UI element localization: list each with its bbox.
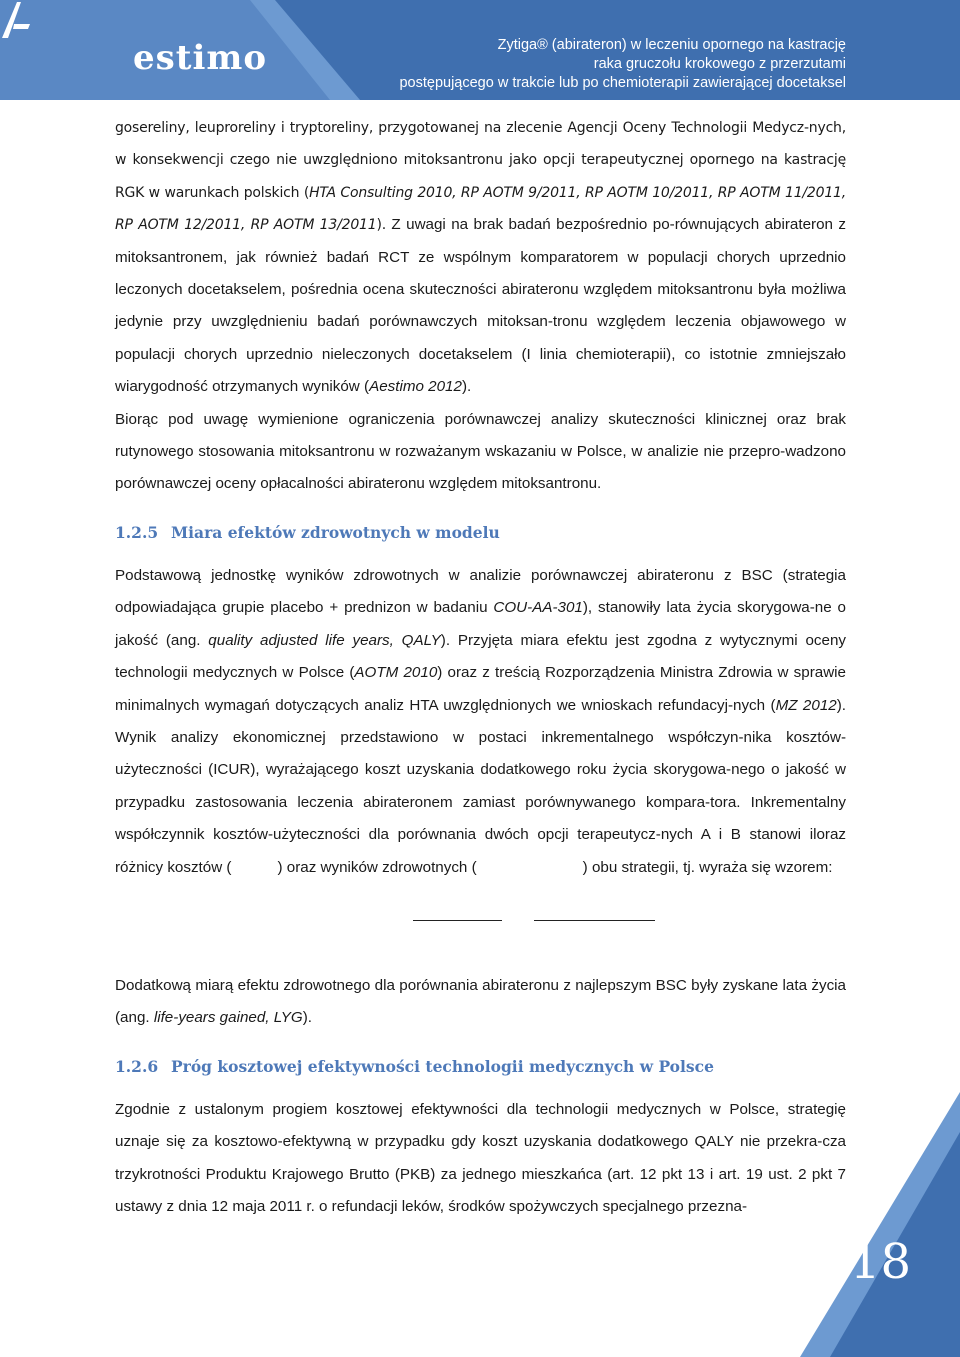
header-line-1: Zytiga® (abirateron) w leczeniu opornego na kastrację: [497, 37, 846, 53]
text-span: ) oraz z treścią Rozporządzenia Ministra Zdrowia w sprawie minimalnych wymagań dotyczących analiz HTA uwzględnionych we wnioskach refundacyj-nych (: [115, 664, 846, 714]
text-span: Dodatkową miarą efektu zdrowotnego dla porównania abirateronu z najlepszym BSC były zyskane lata życia (ang.: [115, 976, 846, 1027]
page-corner-decoration: [800, 1092, 960, 1357]
page-header: [0, 0, 960, 100]
paragraph-1: [115, 112, 846, 404]
section-title: Próg kosztowej efektywności technologii medycznych w Polsce: [171, 1056, 714, 1076]
citation: Aestimo 2012: [369, 378, 462, 396]
citation: life-years gained, LYG: [153, 1009, 303, 1027]
text-span: ). Przyjęta miara efektu jest zgodna z wytycznymi oceny technologii medycznych w Polsce (: [115, 631, 846, 682]
text-span: ) oraz wyników zdrowotnych (: [277, 858, 477, 876]
paragraph-5: Zgodnie z ustalonym progiem kosztowej efektywności dla technologii medycznych w Polsce, strategię uznaje się za kosztowo-efektywną w przypadku gdy koszt uzyskania dodatkowego QALY nie przekra-cza trzykrotności Produktu Krajowego Brutto (PKB) za jednego mieszkańca (art. 12 pkt 13 i art. 19 ust. 2 pkt 7 ustawy z dnia 12 maja 2011 r. o refundacji leków, środków spożywczych specjalnego przezna-: [115, 1100, 846, 1215]
header-line-3: postępującego w trakcie lub po chemioterapii zawierającej docetaksel: [399, 75, 846, 91]
citation: AOTM 2010: [354, 664, 438, 682]
page-number: 18: [850, 1234, 912, 1290]
section-title: Miara efektów zdrowotnych w modelu: [171, 522, 500, 542]
document-body: [115, 112, 846, 1223]
fraction-line: [413, 920, 502, 921]
logo-text: estimo: [133, 38, 268, 78]
text-span: gosereliny, leuproreliny i tryptoreliny, przygotowanej na zlecenie Agencji Oceny Technologii Medycz-nych, w konsekwencji czego nie uwzględniono mitoksantronu jako opcji terapeutycznej opornego na kastrację RGK w warunkach polskich (: [115, 120, 846, 201]
fraction-line: [534, 920, 655, 921]
paragraph-2: Biorąc pod uwagę wymienione ograniczenia porównawczej analizy skuteczności klinicznej oraz brak rutynowego stosowania mitoksantronu w rozważanym wskazaniu w Polsce, w analizie nie przepro-wadzono porównawczej oceny opłacalności abirateronu względem mitoksantronu.: [115, 410, 846, 493]
section-number: 1.2.6: [115, 1056, 159, 1076]
citation: quality adjusted life years, QALY: [208, 631, 441, 649]
text-span: Podstawową jednostkę wyników zdrowotnych w analizie porównawczej abirateronu z BSC (strategia odpowiadająca grupie placebo + prednizon w badaniu: [115, 566, 846, 617]
citation: COU-AA-301: [493, 599, 583, 617]
paragraph-3: [115, 560, 846, 884]
aestimo-logo-icon: [0, 0, 34, 40]
text-span: ) obu strategii, tj. wyraża się wzorem:: [582, 858, 833, 876]
text-span: ).: [302, 1009, 312, 1027]
paragraph-4: [115, 970, 846, 1035]
section-heading-1-2-6: [115, 1057, 846, 1076]
citation: MZ 2012: [775, 696, 837, 714]
text-span: ), stanowiły lata życia skorygowa-ne o jakość (ang.: [115, 599, 846, 649]
text-span: Z uwagi na brak badań bezpośrednio po-równujących abirateron z mitoksantronem, jak również badań RCT ze wspólnym komparatorem w populacji chorych uprzednio leczonych docetakselem, pośrednia ocena skuteczności abirateronu względem mitoksantronu była możliwa jedynie przy uwzględnieniu badań porównawczych mitoksan-tronu względem leczenia objawowego w populacji chorych uprzednio nieleczonych docetakselem (I linia chemioterapii), co istotnie zmniejszało wiarygodność otrzymanych wyników (: [115, 216, 846, 396]
header-line-2: raka gruczołu krokowego z przerzutami: [593, 56, 846, 72]
citation: HTA Consulting 2010, RP AOTM 9/2011, RP AOTM 10/2011, RP AOTM 11/2011, RP AOTM 12/2011, RP AOTM 13/2011: [115, 184, 847, 234]
header-title: [399, 36, 846, 93]
text-span: ). Wynik analizy ekonomicznej przedstawiono w postaci inkrementalnego współczyn-nika kosztów-użyteczności (ICUR), wyrażającego koszt uzyskania dodatkowego roku życia skorygowa-nego o jakość w przypadku zastosowania leczenia abirateronem zamiast porównywanego kompara-tora. Inkrementalny współczynnik kosztów-użyteczności dla porównania dwóch opcji terapeutycz-nych A i B stanowi iloraz różnicy kosztów (: [115, 696, 847, 876]
icur-formula: [115, 884, 846, 954]
text-span: ).: [461, 378, 472, 396]
section-number: 1.2.5: [115, 522, 159, 542]
text-span: ).: [376, 217, 392, 234]
section-heading-1-2-5: [115, 523, 846, 542]
